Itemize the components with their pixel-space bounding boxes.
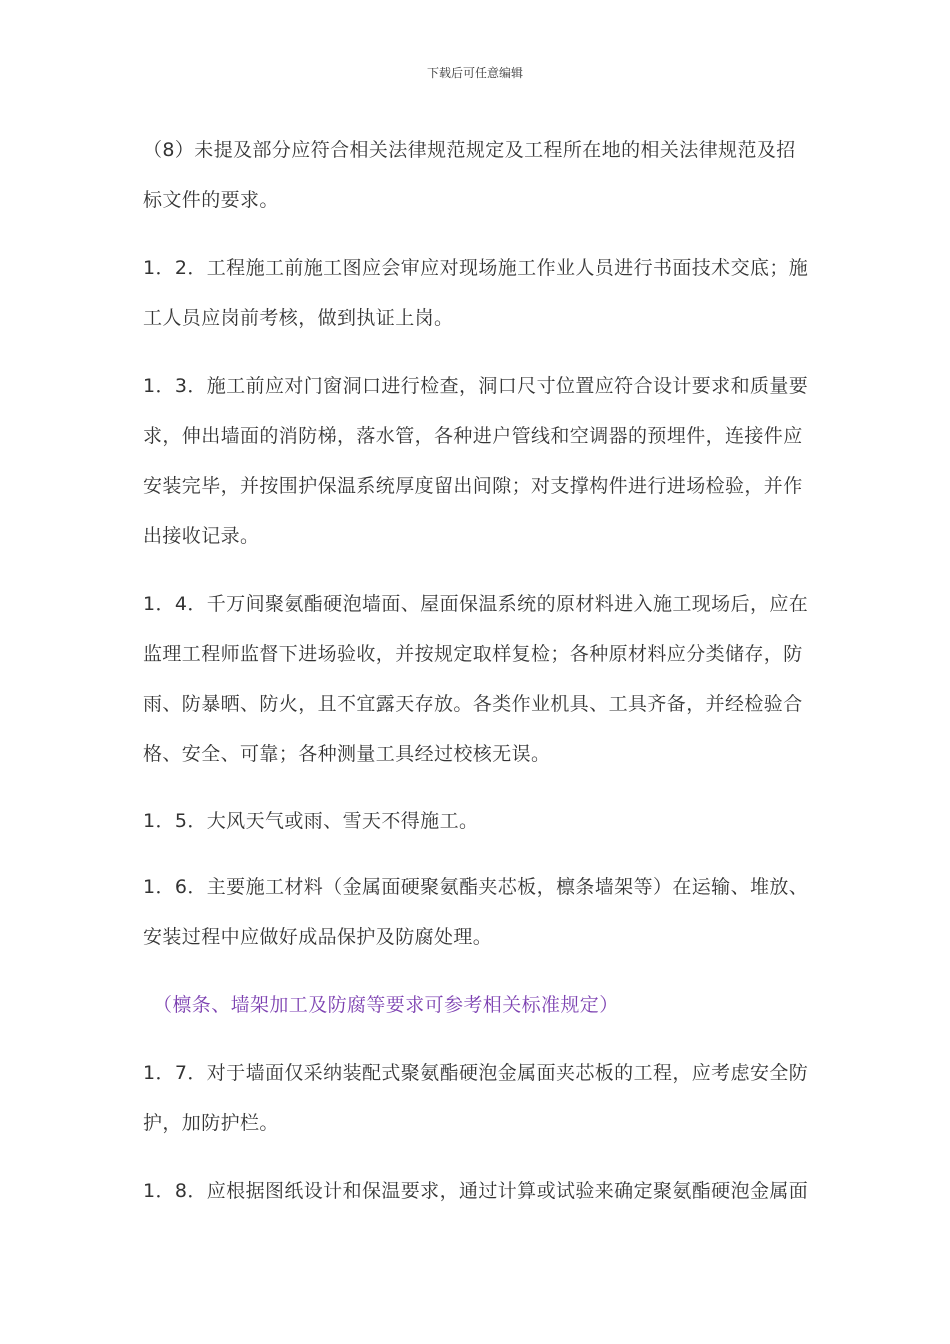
paragraph-1-3: 1．3．施工前应对门窗洞口进行检查，洞口尺寸位置应符合设计要求和质量要求，伸出墙面的消防梯，落水管，各种进户管线和空调器的预埋件，连接件应安装完毕，并按围护保温系统厚度留出间隙；对支撑构件进行进场检验，并作出接收记录。 xyxy=(143,375,809,547)
paragraph-1-7: 1．7．对于墙面仅采纳装配式聚氨酯硬泡金属面夹芯板的工程，应考虑安全防护，加防护栏。 xyxy=(143,1062,809,1134)
paragraph-purlin-note: （檩条、墙架加工及防腐等要求可参考相关标准规定） xyxy=(153,994,619,1016)
paragraph-1-2: 1．2．工程施工前施工图应会审应对现场施工作业人员进行书面技术交底；施工人员应岗前考核，做到执证上岗。 xyxy=(143,257,809,329)
paragraph-1-6: 1．6．主要施工材料（金属面硬聚氨酯夹芯板，檩条墙架等）在运输、堆放、安装过程中应做好成品保护及防腐处理。 xyxy=(143,876,809,948)
paragraph-clause-8: （8）未提及部分应符合相关法律规范规定及工程所在地的相关法律规范及招标文件的要求。 xyxy=(143,139,796,211)
paragraph-1-4: 1．4．千万间聚氨酯硬泡墙面、屋面保温系统的原材料进入施工现场后，应在监理工程师监督下进场验收，并按规定取样复检；各种原材料应分类储存，防雨、防暴晒、防火，且不宜露天存放。各类作业机具、工具齐备，并经检验合格、安全、可靠；各种测量工具经过校核无误。 xyxy=(143,593,809,765)
page-header: 下载后可任意编辑 xyxy=(426,66,523,80)
paragraph-1-5: 1．5．大风天气或雨、雪天不得施工。 xyxy=(143,810,479,832)
paragraph-1-8: 1．8．应根据图纸设计和保温要求，通过计算或试验来确定聚氨酯硬泡金属面 xyxy=(143,1180,809,1202)
